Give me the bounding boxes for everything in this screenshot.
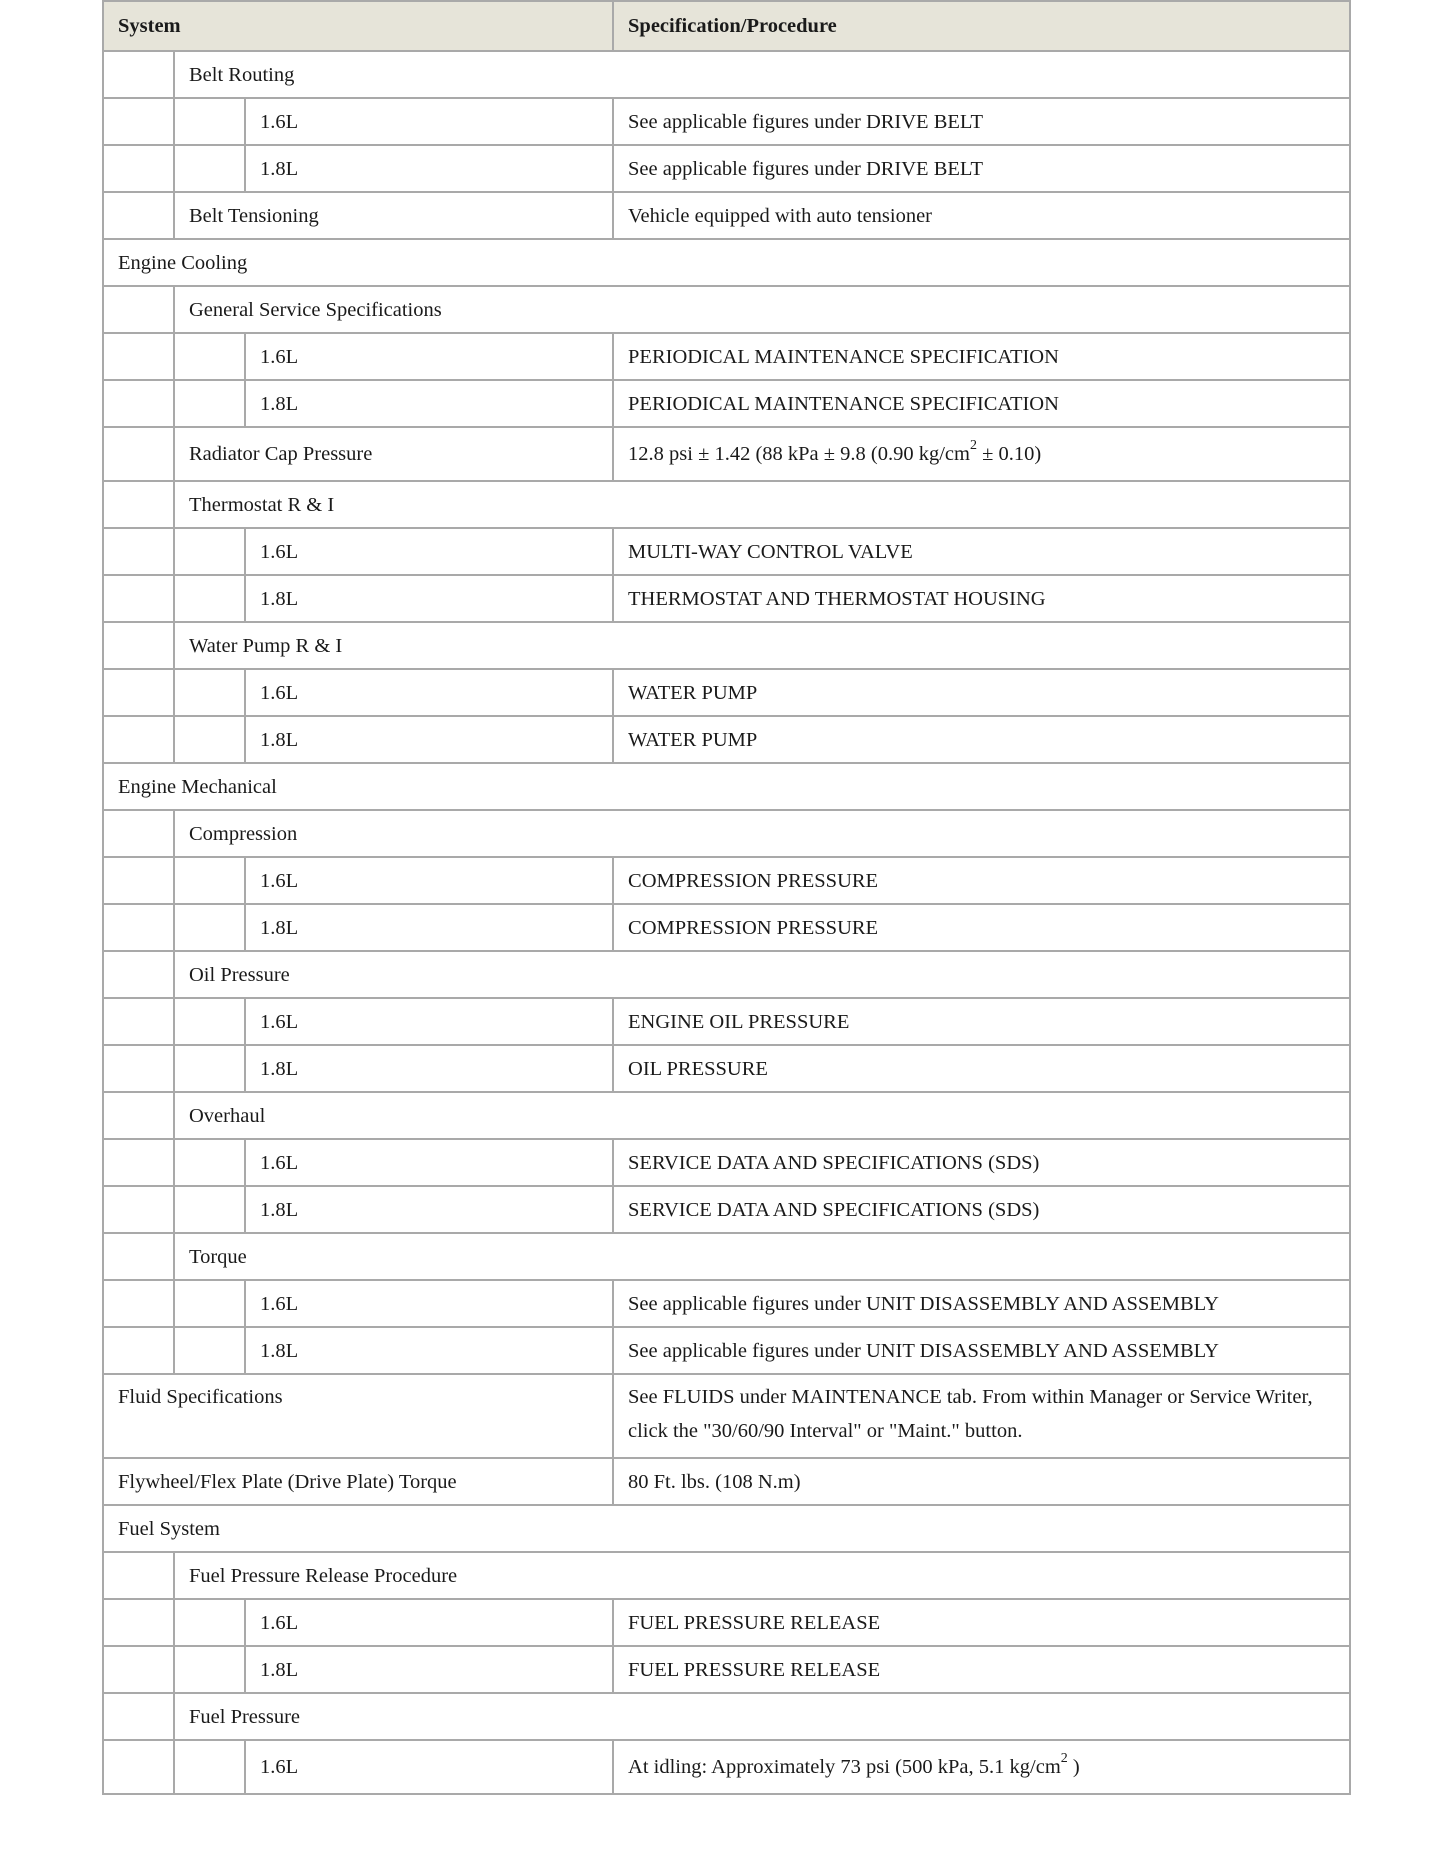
table-row [103, 528, 1350, 575]
indent-cell [103, 857, 174, 904]
system-label: 1.6L [245, 857, 613, 904]
system-label: 1.6L [245, 333, 613, 380]
table-row [103, 1646, 1350, 1693]
system-label: 1.8L [245, 380, 613, 427]
specification-text: PERIODICAL MAINTENANCE SPECIFICATION [628, 345, 1059, 368]
system-label: 1.8L [245, 904, 613, 951]
specification-value [613, 1458, 1350, 1505]
table-row [103, 145, 1350, 192]
system-label: 1.6L [245, 998, 613, 1045]
indent-cell [103, 1139, 174, 1186]
table-row [103, 1233, 1350, 1280]
system-label: Fuel Pressure Release Procedure [174, 1552, 1350, 1599]
table-row [103, 1280, 1350, 1327]
table-row [103, 1458, 1350, 1505]
table-body [103, 51, 1350, 1794]
indent-cell [103, 98, 174, 145]
indent-cell [174, 380, 245, 427]
table-row [103, 857, 1350, 904]
specification-value [613, 98, 1350, 145]
specification-value [613, 716, 1350, 763]
indent-cell [103, 145, 174, 192]
indent-cell [103, 951, 174, 998]
specification-value [613, 192, 1350, 239]
table-row [103, 1374, 1350, 1458]
system-label: 1.6L [245, 1740, 613, 1794]
header-specification: Specification/Procedure [613, 1, 1350, 51]
indent-cell [103, 1092, 174, 1139]
indent-cell [103, 1646, 174, 1693]
table-row [103, 904, 1350, 951]
system-label: 1.8L [245, 145, 613, 192]
indent-cell [103, 622, 174, 669]
indent-cell [103, 528, 174, 575]
table-row [103, 669, 1350, 716]
specification-text: THERMOSTAT AND THERMOSTAT HOUSING [628, 587, 1046, 610]
specification-value [613, 427, 1350, 481]
table-row [103, 1092, 1350, 1139]
indent-cell [103, 481, 174, 528]
indent-cell [103, 669, 174, 716]
system-label: Water Pump R & I [174, 622, 1350, 669]
indent-cell [174, 333, 245, 380]
table-row [103, 427, 1350, 481]
system-label: Overhaul [174, 1092, 1350, 1139]
specification-value [613, 145, 1350, 192]
indent-cell [174, 904, 245, 951]
system-label: Thermostat R & I [174, 481, 1350, 528]
system-label: Engine Cooling [103, 239, 1350, 286]
indent-cell [103, 1599, 174, 1646]
system-label: Engine Mechanical [103, 763, 1350, 810]
system-label: Belt Routing [174, 51, 1350, 98]
table-row [103, 1045, 1350, 1092]
indent-cell [103, 1045, 174, 1092]
specification-value [613, 1599, 1350, 1646]
specification-text: OIL PRESSURE [628, 1057, 768, 1080]
specification-value [613, 904, 1350, 951]
specification-table [102, 0, 1351, 1795]
specification-text: At idling: Approximately 73 psi (500 kPa, 5.1 kg/cm [628, 1756, 1061, 1778]
indent-cell [174, 1327, 245, 1374]
indent-cell [103, 1280, 174, 1327]
system-label: 1.6L [245, 1280, 613, 1327]
specification-text: Vehicle equipped with auto tensioner [628, 204, 933, 227]
specification-text: See applicable figures under DRIVE BELT [628, 157, 984, 180]
system-label: 1.6L [245, 1599, 613, 1646]
specification-text: 80 Ft. lbs. (108 N.m) [628, 1470, 801, 1493]
indent-cell [174, 1740, 245, 1794]
table-header-row [103, 1, 1350, 51]
system-label: General Service Specifications [174, 286, 1350, 333]
table-row [103, 481, 1350, 528]
specification-text: See FLUIDS under MAINTENANCE tab. From within Manager or Service Writer, click the "30/60/90 Interval" or "Maint." button. [628, 1386, 1313, 1442]
specification-value [613, 669, 1350, 716]
system-label: 1.6L [245, 1139, 613, 1186]
indent-cell [103, 1740, 174, 1794]
indent-cell [174, 716, 245, 763]
table-row [103, 98, 1350, 145]
specification-text: FUEL PRESSURE RELEASE [628, 1658, 881, 1681]
table-row [103, 192, 1350, 239]
table-row [103, 286, 1350, 333]
specification-text: COMPRESSION PRESSURE [628, 916, 879, 939]
specification-value [613, 1139, 1350, 1186]
table-row [103, 239, 1350, 286]
table-row [103, 1599, 1350, 1646]
indent-cell [103, 575, 174, 622]
specification-text: WATER PUMP [628, 681, 758, 704]
table-row [103, 951, 1350, 998]
specification-value [613, 998, 1350, 1045]
indent-cell [174, 1599, 245, 1646]
system-label: Radiator Cap Pressure [174, 427, 613, 481]
system-label: 1.8L [245, 1327, 613, 1374]
system-label: Flywheel/Flex Plate (Drive Plate) Torque [103, 1458, 613, 1505]
system-label: 1.6L [245, 98, 613, 145]
system-label: 1.8L [245, 1646, 613, 1693]
indent-cell [103, 716, 174, 763]
table-row [103, 810, 1350, 857]
indent-cell [103, 51, 174, 98]
table-row [103, 1740, 1350, 1794]
indent-cell [103, 1233, 174, 1280]
indent-cell [103, 998, 174, 1045]
specification-text: WATER PUMP [628, 728, 758, 751]
header-system: System [103, 1, 613, 51]
indent-cell [103, 380, 174, 427]
system-label: Fuel Pressure [174, 1693, 1350, 1740]
superscript: 2 [1060, 1751, 1068, 1767]
system-label: Compression [174, 810, 1350, 857]
table-row [103, 1139, 1350, 1186]
specification-text: MULTI-WAY CONTROL VALVE [628, 540, 913, 563]
specification-text: COMPRESSION PRESSURE [628, 869, 879, 892]
specification-value [613, 333, 1350, 380]
specification-value [613, 1280, 1350, 1327]
specification-value [613, 1327, 1350, 1374]
specification-text: PERIODICAL MAINTENANCE SPECIFICATION [628, 392, 1059, 415]
indent-cell [174, 857, 245, 904]
indent-cell [174, 575, 245, 622]
system-label: Belt Tensioning [174, 192, 613, 239]
indent-cell [174, 1280, 245, 1327]
specification-value [613, 1374, 1350, 1458]
indent-cell [174, 1045, 245, 1092]
table-row [103, 763, 1350, 810]
system-label: Oil Pressure [174, 951, 1350, 998]
indent-cell [174, 1186, 245, 1233]
specification-value [613, 575, 1350, 622]
system-label: 1.8L [245, 716, 613, 763]
table-row [103, 1505, 1350, 1552]
system-label: 1.8L [245, 1186, 613, 1233]
specification-text: ENGINE OIL PRESSURE [628, 1010, 850, 1033]
indent-cell [103, 1552, 174, 1599]
indent-cell [103, 1327, 174, 1374]
specification-text: SERVICE DATA AND SPECIFICATIONS (SDS) [628, 1198, 1040, 1221]
system-label: Fuel System [103, 1505, 1350, 1552]
indent-cell [103, 286, 174, 333]
system-label: 1.8L [245, 575, 613, 622]
specification-text: FUEL PRESSURE RELEASE [628, 1611, 881, 1634]
table-row [103, 622, 1350, 669]
indent-cell [174, 528, 245, 575]
indent-cell [174, 998, 245, 1045]
indent-cell [103, 904, 174, 951]
specification-text: 12.8 psi ± 1.42 (88 kPa ± 9.8 (0.90 kg/cm [628, 443, 970, 465]
system-label: 1.6L [245, 528, 613, 575]
specification-text-suffix: ) [1067, 1756, 1080, 1778]
indent-cell [103, 192, 174, 239]
specification-value [613, 1186, 1350, 1233]
indent-cell [174, 1139, 245, 1186]
table-row [103, 51, 1350, 98]
table-row [103, 1186, 1350, 1233]
specification-text: SERVICE DATA AND SPECIFICATIONS (SDS) [628, 1151, 1040, 1174]
specification-value [613, 1646, 1350, 1693]
specification-text-suffix: ± 0.10) [976, 443, 1042, 465]
table-row [103, 1327, 1350, 1374]
system-label: 1.8L [245, 1045, 613, 1092]
indent-cell [103, 427, 174, 481]
system-label: Fluid Specifications [103, 1374, 613, 1458]
specification-value [613, 1740, 1350, 1794]
table-row [103, 575, 1350, 622]
specification-text: See applicable figures under UNIT DISASSEMBLY AND ASSEMBLY [628, 1339, 1219, 1362]
indent-cell [174, 98, 245, 145]
table-row [103, 1552, 1350, 1599]
table-row [103, 1693, 1350, 1740]
table-row [103, 716, 1350, 763]
table-row [103, 380, 1350, 427]
specification-value [613, 1045, 1350, 1092]
specification-value [613, 857, 1350, 904]
system-label: Torque [174, 1233, 1350, 1280]
table-row [103, 333, 1350, 380]
specification-text: See applicable figures under UNIT DISASSEMBLY AND ASSEMBLY [628, 1292, 1219, 1315]
indent-cell [103, 1693, 174, 1740]
superscript: 2 [969, 438, 977, 454]
table-row [103, 998, 1350, 1045]
indent-cell [103, 333, 174, 380]
specification-value [613, 528, 1350, 575]
specification-text: See applicable figures under DRIVE BELT [628, 110, 984, 133]
indent-cell [103, 1186, 174, 1233]
system-label: 1.6L [245, 669, 613, 716]
specification-value [613, 380, 1350, 427]
indent-cell [174, 1646, 245, 1693]
indent-cell [103, 810, 174, 857]
indent-cell [174, 145, 245, 192]
indent-cell [174, 669, 245, 716]
